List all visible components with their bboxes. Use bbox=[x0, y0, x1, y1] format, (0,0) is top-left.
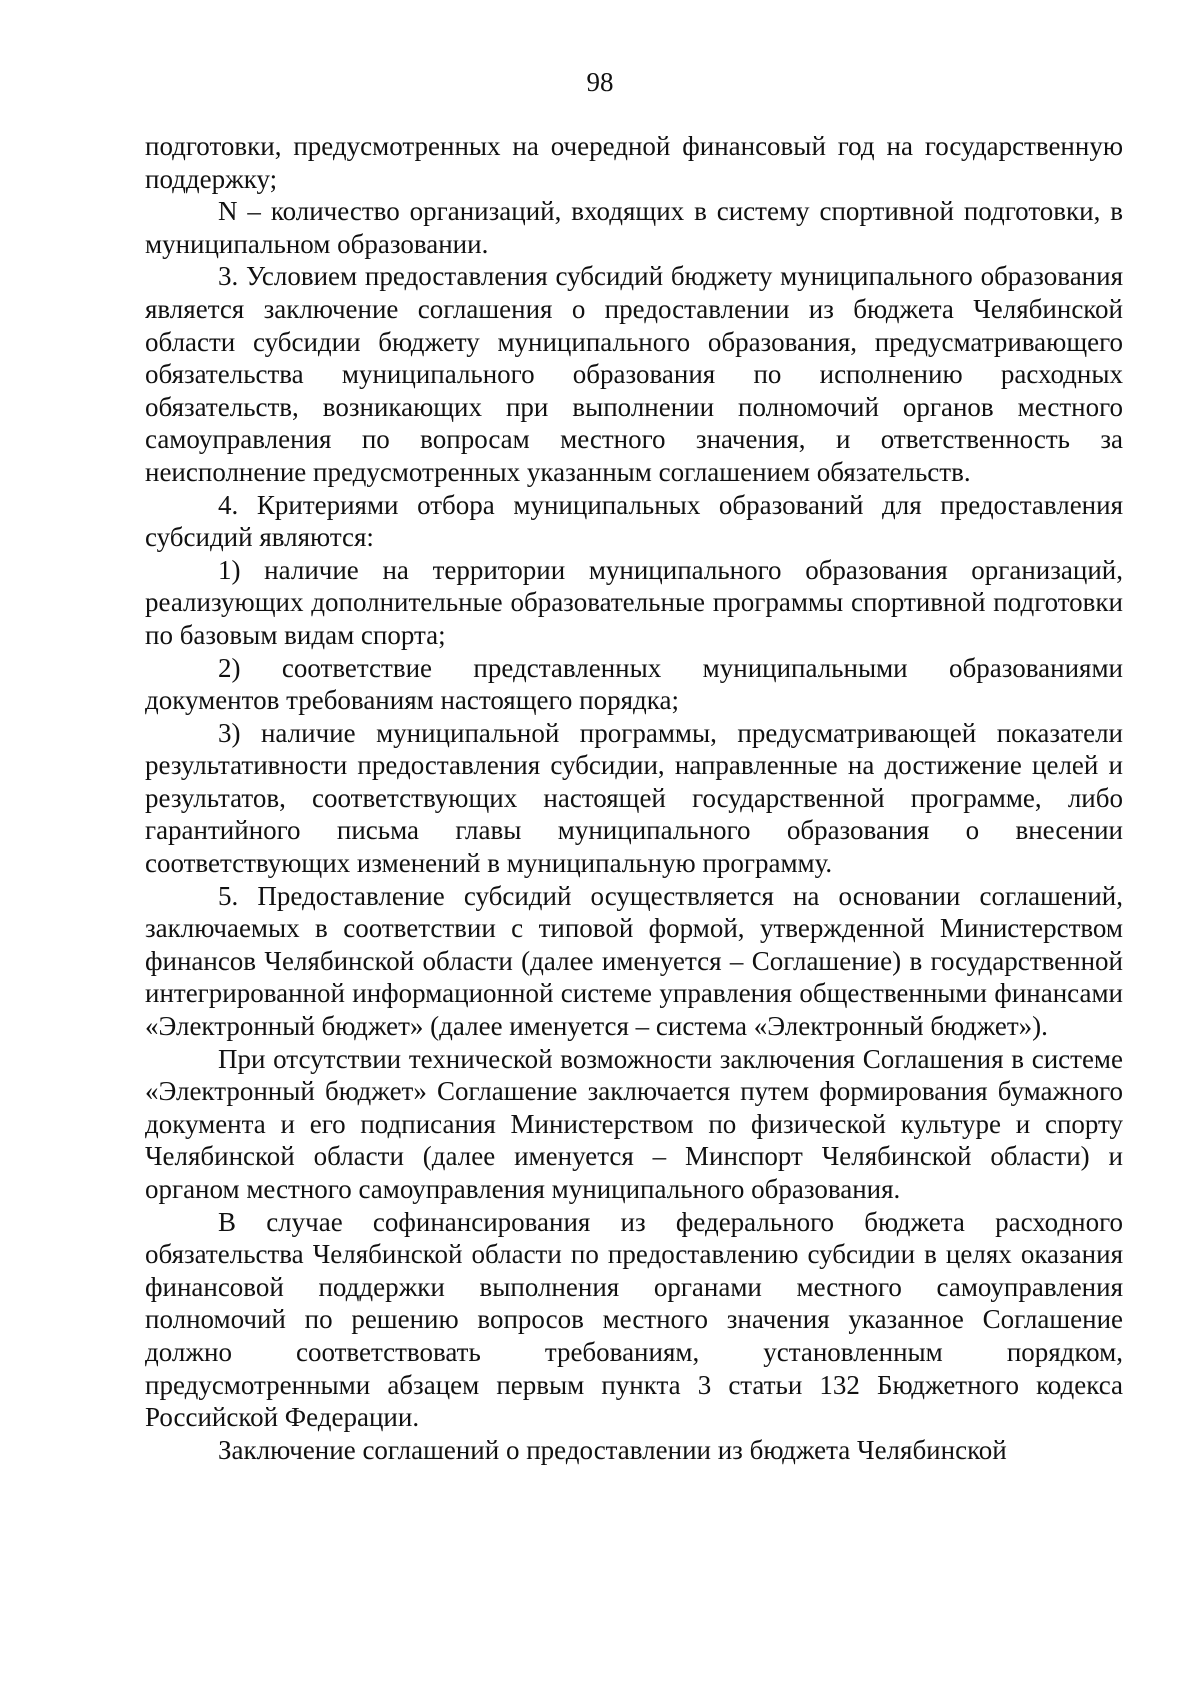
paragraph-criterion-3: 3) наличие муниципальной программы, предусматривающей показатели результативности предоставления субсидии, направленные на достижение целей и результатов, соответствующих настоящей государственной программе, либо гарантийного письма главы муниципального образования о внесении соответствующих изменений в муниципальную программу. bbox=[145, 717, 1123, 879]
paragraph-no-technical-possibility: При отсутствии технической возможности заключения Соглашения в системе «Электронный бюджет» Соглашение заключается путем формирования бумажного документа и его подписания Министерством по физической культуре и спорту Челябинской области (далее именуется – Минспорт Челябинской области) и органом местного самоуправления муниципального образования. bbox=[145, 1043, 1123, 1204]
page-number: 98 bbox=[586, 67, 614, 97]
paragraph-n-definition: N – количество организаций, входящих в систему спортивной подготовки, в муниципальном образовании. bbox=[145, 196, 1123, 259]
document-body bbox=[145, 130, 1123, 1466]
paragraph-agreements-conclusion: Заключение соглашений о предоставлении из бюджета Челябинской bbox=[218, 1434, 1007, 1465]
paragraph-criterion-2: 2) соответствие представленных муниципальными образованиями документов требованиям настоящего порядка; bbox=[145, 652, 1123, 716]
paragraph-clause-4: 4. Критериями отбора муниципальных образований для предоставления субсидий являются: bbox=[145, 489, 1123, 553]
paragraph-clause-5: 5. Предоставление субсидий осуществляется на основании соглашений, заключаемых в соответствии с типовой формой, утвержденной Министерством финансов Челябинской области (далее именуется – Соглашение) в государственной интегрированной информационной системе управления общественными финансами «Электронный бюджет» (далее именуется – система «Электронный бюджет»). bbox=[145, 880, 1123, 1042]
paragraph-cofinancing: В случае софинансирования из федерального бюджета расходного обязательства Челябинской области по предоставлению субсидии в целях оказания финансовой поддержки выполнения органами местного самоуправления полномочий по решению вопросов местного значения указанное Соглашение должно соответствовать требованиям, установленным порядком, предусмотренными абзацем первым пункта 3 статьи 132 Бюджетного кодекса Российской Федерации. bbox=[145, 1206, 1123, 1433]
paragraph-clause-3: 3. Условием предоставления субсидий бюджету муниципального образования является заключение соглашения о предоставлении из бюджета Челябинской области субсидии бюджету муниципального образования, предусматривающего обязательства муниципального образования по исполнению расходных обязательств, возникающих при выполнении полномочий органов местного самоуправления по вопросам местного значения, и ответственность за неисполнение предусмотренных указанным соглашением обязательств. bbox=[145, 261, 1123, 487]
paragraph-continuation: подготовки, предусмотренных на очередной финансовый год на государственную поддержку; bbox=[145, 131, 1123, 194]
paragraph-criterion-1: 1) наличие на территории муниципального образования организаций, реализующих дополнительные образовательные программы спортивной подготовки по базовым видам спорта; bbox=[145, 554, 1123, 650]
